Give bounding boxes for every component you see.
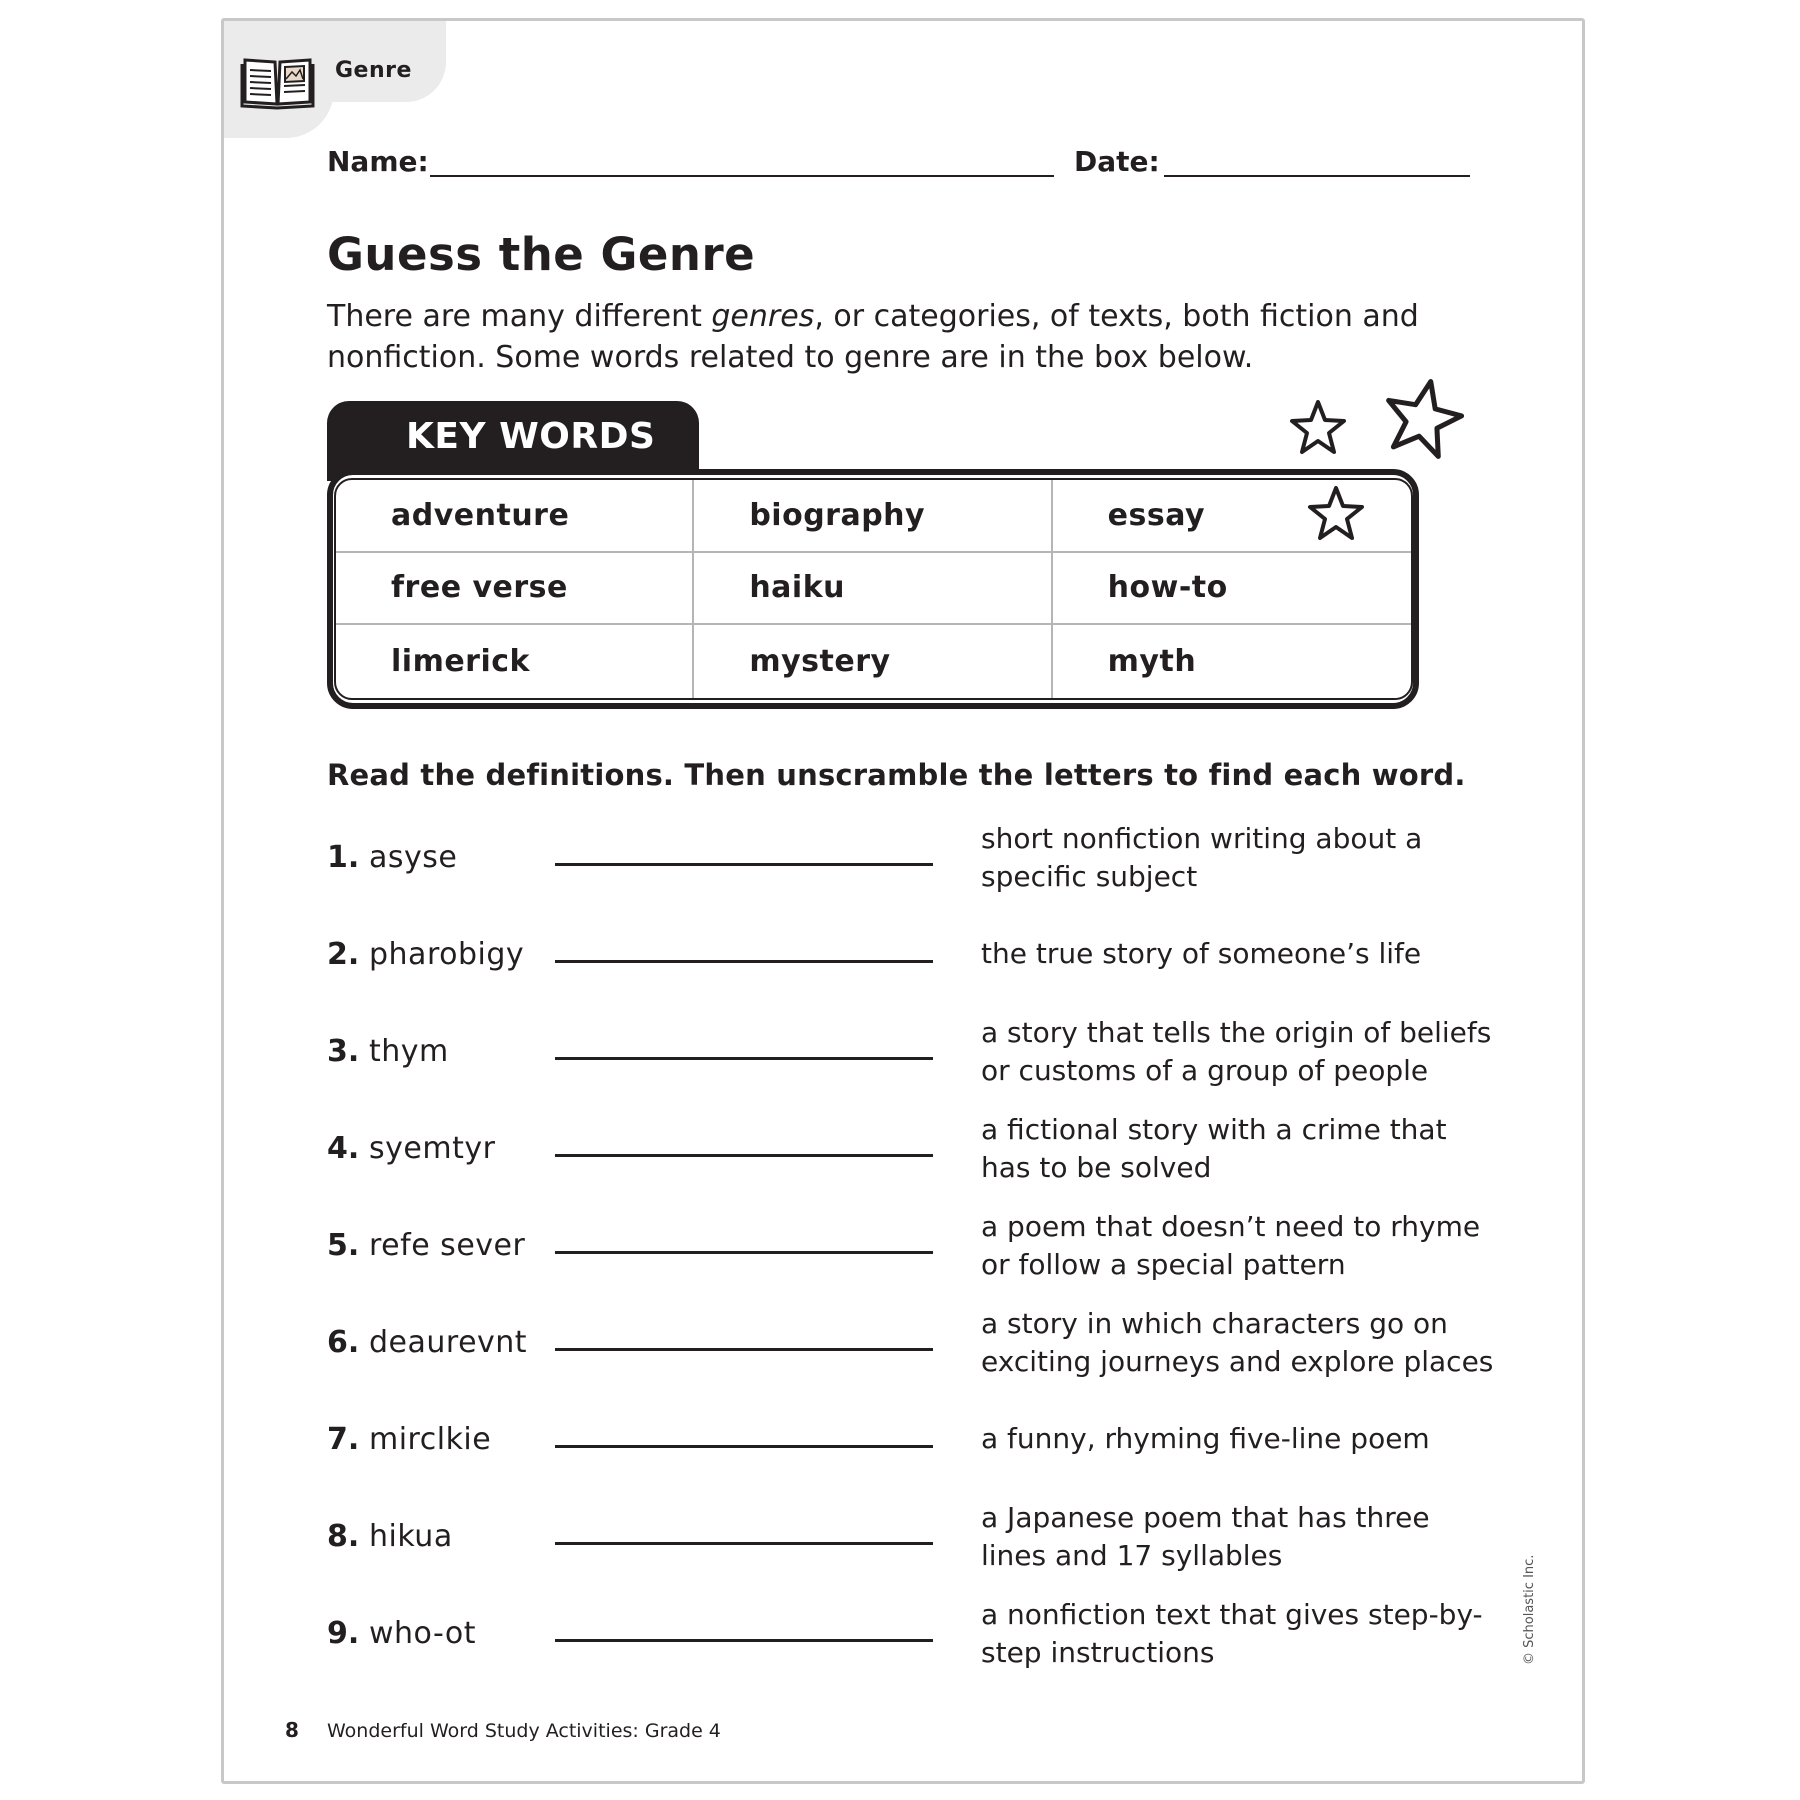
- exercise-item: [327, 917, 1507, 1007]
- key-word: myth: [1107, 644, 1197, 680]
- item-number: 6.: [327, 1325, 360, 1360]
- definition: a Japanese poem that has three lines and 17 syllables: [981, 1501, 1430, 1572]
- date-label: Date:: [1074, 145, 1160, 178]
- answer-line[interactable]: [555, 1445, 933, 1448]
- key-word: free verse: [336, 553, 694, 626]
- exercise-item: [327, 1402, 1507, 1492]
- scrambled-word: syemtyr: [369, 1131, 496, 1166]
- page-number: 8: [285, 1718, 299, 1742]
- exercise-item: [327, 1499, 1507, 1589]
- page-title: Guess the Genre: [327, 228, 756, 281]
- key-word: mystery: [694, 625, 1052, 698]
- definition: a poem that doesn’t need to rhyme or follow a special pattern: [981, 1210, 1481, 1281]
- scrambled-word: thym: [369, 1034, 449, 1069]
- answer-line[interactable]: [555, 1154, 933, 1157]
- intro-text-start: There are many different: [327, 299, 712, 334]
- intro-text-end: , or categories, of texts, both fiction and nonfiction. Some words related to genre are in the box below.: [327, 299, 1419, 375]
- key-word: biography: [694, 480, 1052, 553]
- intro-paragraph: [327, 296, 1427, 378]
- item-number: 3.: [327, 1034, 360, 1069]
- copyright: © Scholastic Inc.: [1522, 1554, 1537, 1665]
- item-number: 4.: [327, 1131, 360, 1166]
- scrambled-word: who-ot: [369, 1616, 476, 1651]
- key-words-heading: KEY WORDS: [406, 416, 656, 457]
- definition: a story that tells the origin of beliefs or customs of a group of people: [981, 1016, 1492, 1087]
- exercise-item: [327, 1596, 1507, 1686]
- definition: a nonfiction text that gives step-by-step instructions: [981, 1598, 1483, 1669]
- exercise-item: [327, 1111, 1507, 1201]
- key-word: adventure: [336, 480, 694, 553]
- item-number: 2.: [327, 937, 360, 972]
- name-label: Name:: [327, 145, 429, 178]
- scrambled-word: pharobigy: [369, 937, 525, 972]
- definition: a fictional story with a crime that has to be solved: [981, 1113, 1447, 1184]
- key-word: essay: [1053, 480, 1411, 553]
- star-icon: [1380, 375, 1466, 461]
- exercise-item: [327, 1208, 1507, 1298]
- open-book-icon: [240, 52, 315, 112]
- book-title: Wonderful Word Study Activities: Grade 4: [327, 1720, 721, 1742]
- scrambled-word: asyse: [369, 840, 458, 875]
- scrambled-word: deaurevnt: [369, 1325, 528, 1360]
- instructions: Read the definitions. Then unscramble the letters to find each word.: [327, 758, 1466, 792]
- answer-line[interactable]: [555, 960, 933, 963]
- name-field[interactable]: [430, 175, 1054, 177]
- item-number: 1.: [327, 840, 360, 875]
- scrambled-word: mirclkie: [369, 1422, 492, 1457]
- exercise-item: [327, 1305, 1507, 1395]
- definition: the true story of someone’s life: [981, 937, 1422, 970]
- key-word: limerick: [336, 625, 694, 698]
- answer-line[interactable]: [555, 1057, 933, 1060]
- answer-line[interactable]: [555, 1639, 933, 1642]
- exercise-item: [327, 1014, 1507, 1104]
- definition: a funny, rhyming five-line poem: [981, 1422, 1430, 1455]
- answer-line[interactable]: [555, 1542, 933, 1545]
- answer-line[interactable]: [555, 1348, 933, 1351]
- answer-line[interactable]: [555, 863, 933, 866]
- item-number: 7.: [327, 1422, 360, 1457]
- scrambled-word: hikua: [369, 1519, 453, 1554]
- item-number: 5.: [327, 1228, 360, 1263]
- star-icon: [1306, 484, 1366, 544]
- scrambled-word: refe sever: [369, 1228, 526, 1263]
- date-field[interactable]: [1164, 175, 1470, 177]
- section-label: Genre: [335, 58, 412, 83]
- intro-italic-word: genres: [711, 299, 815, 334]
- definition: short nonfiction writing about a specific subject: [981, 822, 1423, 893]
- item-number: 9.: [327, 1616, 360, 1651]
- item-number: 8.: [327, 1519, 360, 1554]
- key-word: how-to: [1053, 553, 1411, 626]
- definition: a story in which characters go on exciting journeys and explore places: [981, 1307, 1494, 1378]
- answer-line[interactable]: [555, 1251, 933, 1254]
- key-word: haiku: [694, 553, 1052, 626]
- star-icon: [1288, 398, 1348, 458]
- key-words-table: [334, 478, 1413, 700]
- exercise-item: [327, 820, 1507, 910]
